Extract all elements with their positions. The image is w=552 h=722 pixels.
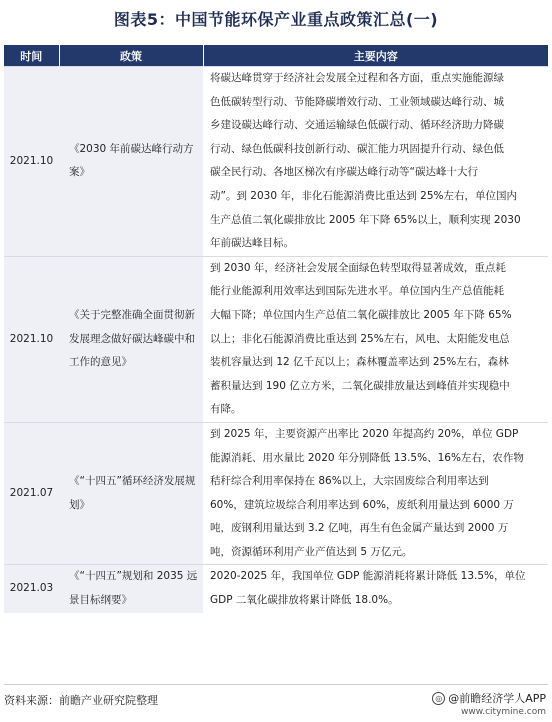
content-line: 有降。	[210, 403, 242, 416]
cell-time: 2021.03	[4, 565, 59, 613]
policy-line: 《“十四五”规划和 2035 远	[69, 570, 198, 583]
content-line: 60%，建筑垃圾综合利用率达到 60%，废纸利用量达到 6000 万	[210, 498, 514, 511]
policy-line: 工作的意见》	[69, 356, 132, 369]
circle-logo-icon: ◎	[432, 692, 445, 705]
table-header-row	[4, 45, 548, 67]
content-line: 年前碳达峰目标。	[210, 237, 294, 250]
content-line: GDP 二氧化碳排放将累计降低 18.0%。	[210, 594, 399, 607]
content-line: 乡建设碳达峰行动、交通运输绿色低碳行动、循环经济助力降碳	[210, 119, 504, 132]
cell-policy	[59, 422, 203, 565]
content-line: 大幅下降；单位国内生产总值二氧化碳排放比 2005 年下降 65%	[210, 308, 512, 321]
policy-line: 划》	[69, 498, 90, 511]
content-line: 行动、绿色低碳科技创新行动、碳汇能力巩固提升行动、绿色低	[210, 142, 504, 155]
content-line: 以上；非化石能源消费比重达到 25%左右，风电、太阳能发电总	[210, 332, 510, 345]
brand-text: @前瞻经济学人APP	[448, 692, 546, 705]
cell-time: 2021.07	[4, 422, 59, 565]
content-line: 吨，资源循环利用产业产值达到 5 万亿元。	[210, 545, 413, 558]
policy-table	[4, 45, 548, 613]
content-line: 蓄积量达到 190 亿立方米，二氧化碳排放量达到峰值并实现稳中	[210, 379, 510, 392]
table-row	[4, 256, 548, 422]
table-row	[4, 67, 548, 257]
table-row	[4, 565, 548, 613]
policy-line: 发展理念做好碳达峰碳中和	[69, 332, 195, 345]
header-content: 主要内容	[203, 45, 548, 67]
cell-time: 2021.10	[4, 256, 59, 422]
cell-content	[203, 256, 548, 422]
content-line: 能源消耗、用水量比 2020 年分别降低 13.5%、16%左右，农作物	[210, 451, 524, 464]
content-line: 吨，废钢利用量达到 3.2 亿吨，再生有色金属产量达到 2000 万	[210, 522, 509, 535]
cell-policy	[59, 565, 203, 613]
cell-policy	[59, 67, 203, 257]
content-line: 色低碳转型行动、节能降碳增效行动、工业领域碳达峰行动、城	[210, 95, 504, 108]
content-line: 2020-2025 年，我国单位 GDP 能源消耗将累计降低 13.5%，单位	[210, 570, 526, 583]
policy-line: 《关于完整准确全面贯彻新	[69, 308, 195, 321]
content-line: 装机容量达到 12 亿千瓦以上；森林覆盖率达到 25%左右，森林	[210, 356, 509, 369]
content-line: 碳全民行动、各地区梯次有序碳达峰行动等“碳达峰十大行	[210, 166, 478, 179]
source-note: 资料来源：前瞻产业研究院整理	[4, 694, 158, 707]
policy-line: 《“十四五”循环经济发展规	[69, 475, 196, 488]
bottom-divider	[4, 684, 548, 685]
table-row	[4, 422, 548, 565]
content-line: 生产总值二氧化碳排放比 2005 年下降 65%以上，顺利实现 2030	[210, 213, 521, 226]
content-line: 到 2030 年，经济社会发展全面绿色转型取得显著成效，重点耗	[210, 261, 506, 274]
brand-logo	[432, 690, 546, 706]
policy-line: 《2030 年前碳达峰行动方	[69, 142, 194, 155]
content-line: 能行业能源利用效率达到国际先进水平。单位国内生产总值能耗	[210, 285, 504, 298]
cell-time: 2021.10	[4, 67, 59, 257]
content-line: 到 2025 年，主要资源产出率比 2020 年提高约 20%，单位 GDP	[210, 427, 519, 440]
content-line: 动”。到 2030 年，非化石能源消费比重达到 25%左右，单位国内	[210, 189, 518, 202]
cell-content	[203, 422, 548, 565]
brand-url: www.citymine.com	[460, 707, 546, 717]
policy-line: 案》	[69, 166, 90, 179]
header-policy: 政策	[59, 45, 203, 67]
policy-line: 景目标纲要》	[69, 594, 132, 607]
content-line: 将碳达峰贯穿于经济社会发展全过程和各方面，重点实施能源绿	[210, 72, 504, 84]
page-title: 图表5：中国节能环保产业重点政策汇总(一)	[113, 10, 439, 29]
cell-policy	[59, 256, 203, 422]
cell-content	[203, 67, 548, 257]
header-time: 时间	[4, 45, 59, 67]
content-line: 秸秆综合利用率保持在 86%以上，大宗固废综合利用率达到	[210, 475, 489, 488]
cell-content	[203, 565, 548, 613]
